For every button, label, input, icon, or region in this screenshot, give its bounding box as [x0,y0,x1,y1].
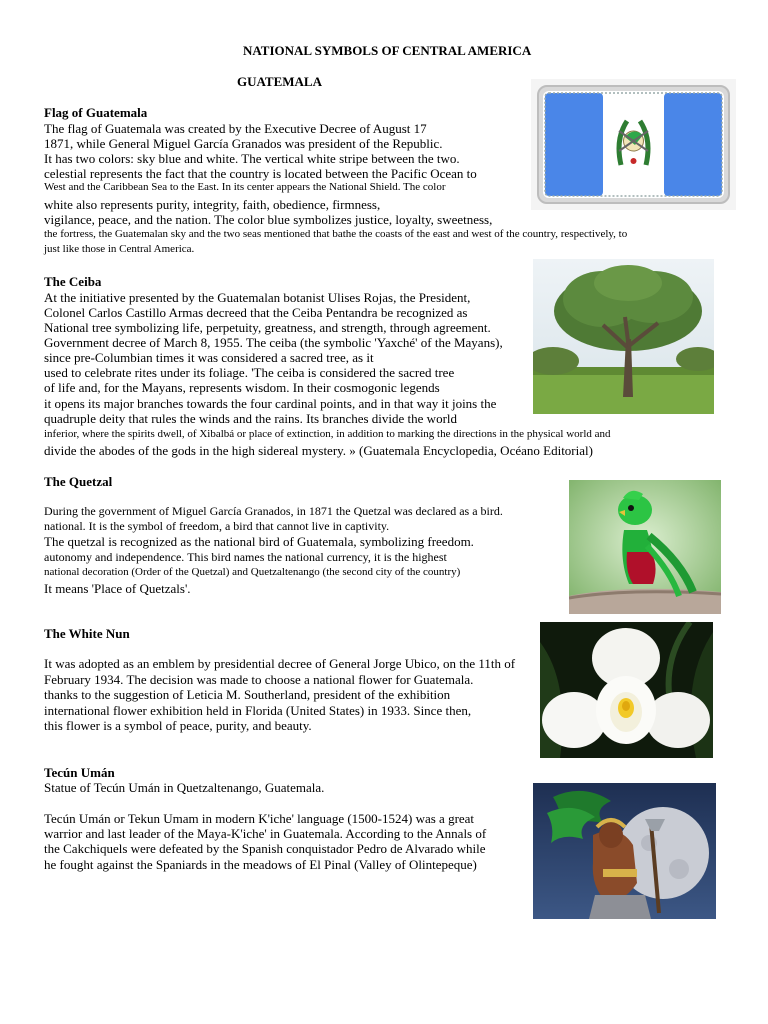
nun-text-line: It was adopted as an emblem by presidential decree of General Jorge Ubico, on the 11th of [44,656,516,671]
ceiba-text-line: of life and, for the Mayans, represents wisdom. In their cosmogonic legends [44,380,440,395]
section-heading-flag: Flag of Guatemala [44,105,148,120]
quetzal-text-line: During the government of Miguel García Granados, in 1871 the Quetzal was declared as a bird. [44,504,503,518]
flag-text-line: 1871, while General Miguel García Granados was president of the Republic. [44,136,443,151]
nun-text-line: thanks to the suggestion of Leticia M. Southerland, president of the exhibition [44,687,451,702]
flag-text-line: West and the Caribbean Sea to the East. In its center appears the National Shield. The color [44,181,446,193]
document-title: NATIONAL SYMBOLS OF CENTRAL AMERICA [243,43,532,58]
nun-text-line: this flower is a symbol of peace, purity, and beauty. [44,718,312,733]
ceiba-text-line: quadruple deity that rules the winds and the rains. Its branches divide the world [44,411,458,426]
quetzal-text-line: national. It is the symbol of freedom, a bird that cannot live in captivity. [44,519,390,533]
white-nun-orchid-photo-icon [540,622,713,758]
quetzal-text-line: It means 'Place of Quetzals'. [44,581,191,596]
flag-text-line: The flag of Guatemala was created by the Executive Decree of August 17 [44,121,427,136]
nun-text-line: international flower exhibition held in Florida (United States) in 1933. Since then, [44,703,472,718]
ceiba-text-line: National tree symbolizing life, perpetuity, greatness, and strength, through agreement. [44,320,491,335]
section-heading-ceiba: The Ceiba [44,274,102,289]
ceiba-text-line: since pre-Columbian times it was considered a sacred tree, as it [44,350,374,365]
section-heading-tecun-uman: Tecún Umán [44,765,115,780]
flag-text-line: celestial represents the fact that the country is located between the Pacific Ocean to [44,166,477,181]
flag-text-line: just like those in Central America. [44,243,195,255]
ceiba-text-line: Colonel Carlos Castillo Armas decreed that the Ceiba Pentandra be recognized as [44,305,468,320]
quetzal-bird-photo-icon [569,480,721,614]
ceiba-text-line: it opens its major branches towards the four cardinal points, and in that way it joins the [44,396,497,411]
ceiba-text-line: Government decree of March 8, 1955. The ceiba (the symbolic 'Yaxché' of the Mayans), [44,335,503,350]
ceiba-text-line: inferior, where the spirits dwell, of Xibalbá or place of extinction, in addition to marking the directions in the physical world and [44,428,611,440]
tecun-text-line: the Cakchiquels were defeated by the Spanish conquistador Pedro de Alvarado while [44,841,486,856]
ceiba-text-line: At the initiative presented by the Guatemalan botanist Ulises Rojas, the President, [44,290,471,305]
country-heading: GUATEMALA [237,74,322,89]
flag-of-guatemala-patch-icon [531,79,736,210]
tecun-text-line: Tecún Umán or Tekun Umam in modern K'iche' language (1500-1524) was a great [44,811,475,826]
flag-text-line: vigilance, peace, and the nation. The color blue symbolizes justice, loyalty, sweetness, [44,212,493,227]
quetzal-text-line: autonomy and independence. This bird names the national currency, it is the highest [44,550,447,564]
flag-text-line: white also represents purity, integrity, faith, obedience, firmness, [44,197,381,212]
section-heading-quetzal: The Quetzal [44,474,113,489]
ceiba-tree-photo-icon [533,259,714,414]
ceiba-text-line: used to celebrate rites under its foliage. 'The ceiba is considered the sacred tree [44,365,455,380]
section-heading-white-nun: The White Nun [44,626,130,641]
quetzal-text-line: The quetzal is recognized as the national bird of Guatemala, symbolizing freedom. [44,534,474,549]
tecun-text-line: he fought against the Spaniards in the meadows of El Pinal (Valley of Olintepeque) [44,857,477,872]
quetzal-text-line: national decoration (Order of the Quetzal) and Quetzaltenango (the second city of the country) [44,566,461,578]
ceiba-text-line: divide the abodes of the gods in the high sidereal mystery. » (Guatemala Encyclopedia, Océano Editorial) [44,443,593,458]
flag-text-line: the fortress, the Guatemalan sky and the two seas mentioned that bathe the coasts of the east and west of the country, respectively, to [44,228,628,240]
nun-text-line: February 1934. The decision was made to choose a national flower for Guatemala. [44,672,474,687]
flag-text-line: It has two colors: sky blue and white. The vertical white stripe between the two. [44,151,460,166]
tecun-text-line: Statue of Tecún Umán in Quetzaltenango, Guatemala. [44,780,325,795]
tecun-text-line: warrior and last leader of the Maya-K'iche' in Guatemala. According to the Annals of [44,826,487,841]
tecun-uman-warrior-illustration-icon [533,783,716,919]
